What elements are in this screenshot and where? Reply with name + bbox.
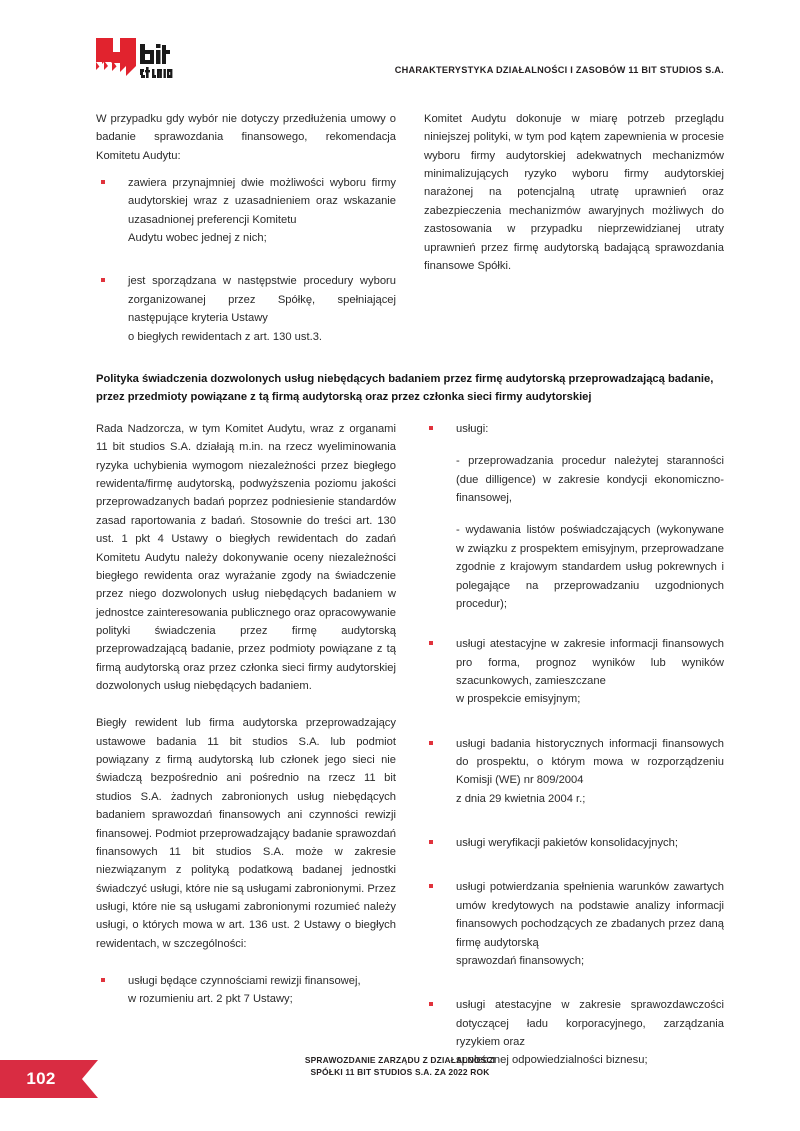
top-left-bullet-list	[96, 174, 396, 346]
list-item	[96, 972, 396, 1009]
list-item	[96, 174, 396, 247]
bullet-list	[424, 420, 724, 1070]
bullet-square-icon	[429, 641, 433, 645]
list-item	[96, 272, 396, 345]
list-item	[424, 735, 724, 808]
list-item-text: usługi będące czynnościami rewizji finansowej,	[128, 975, 361, 988]
page-number-tab	[0, 1060, 82, 1098]
list-item-text-tail: Audytu wobec jednej z nich;	[128, 232, 267, 245]
list-item-text: usługi potwierdzania spełnienia warunków zawartych umów kredytowych na podstawie analizy informacji finansowych pochodzących ze zbadanych przez daną firmę audytorską	[456, 881, 724, 949]
sub-list-item: - przeprowadzania procedur należytej staranności (due dilligence) w zakresie kondycji ekonomiczno- finansowej,	[456, 455, 724, 505]
list-item-text: usługi atestacyjne w zakresie sprawozdawczości dotyczącej ładu korporacyjnego, zarządzania ryzykiem oraz	[456, 999, 724, 1048]
top-right-column	[424, 110, 724, 275]
bullet-square-icon	[101, 978, 105, 982]
intro-paragraph-right: Komitet Audytu dokonuje w miarę potrzeb przeglądu niniejszej polityki, w tym pod kątem zapewnienia w procesie wyboru firmy audytorskiej adekwatnych mechanizmów minimalizujących ryzyko wyboru firmy audytorskiej narażonej na potencjalną utratę uprawnień oraz zabezpieczenia mechanizmów awaryjnych możliwych do zastosowania w przypadku nieprzewidzianej utraty uprawnień przez firmę audytorską badającą sprawozdania finansowe Spółki.	[424, 113, 724, 272]
list-item-text-tail: w prospekcie emisyjnym;	[456, 693, 581, 706]
list-item-text-tail: sprawozdań finansowych;	[456, 954, 585, 967]
bullet-square-icon	[101, 180, 105, 184]
list-item-text: jest sporządzana w następstwie procedury wyboru zorganizowanej przez Spółkę, spełniającej następujące kryteria Ustawy	[128, 275, 396, 325]
page-number: 102	[26, 1069, 56, 1088]
top-left-column	[96, 110, 396, 178]
main-right-column	[424, 420, 724, 1070]
bullet-square-icon	[429, 840, 433, 844]
list-item-text-tail: o biegłych rewidentach z art. 130 ust.3.	[128, 330, 323, 343]
footer-line-2: SPÓŁKI 11 BIT STUDIOS S.A. ZA 2022 ROK	[310, 1067, 490, 1078]
list-item	[424, 834, 724, 852]
bullet-square-icon	[101, 278, 105, 282]
bullet-list	[96, 174, 396, 346]
list-item	[424, 420, 724, 613]
bullet-list	[96, 972, 396, 1009]
list-item-text: zawiera przynajmniej dwie możliwości wyboru firmy audytorskiej wraz z uzasadnieniem oraz wskazanie uzasadnionej preferencji Komitetu	[128, 177, 396, 226]
footer-line-1: SPRAWOZDANIE ZARZĄDU Z DZIAŁALNOŚCI	[304, 1055, 496, 1065]
list-item-text-tail: usługi weryfikacji pakietów konsolidacyjnych;	[456, 837, 678, 850]
list-item-text: usługi atestacyjne w zakresie informacji finansowych pro forma, prognoz wyników lub wyników szacunkowych, zamieszczane	[456, 638, 724, 687]
list-item-text: usługi badania historycznych informacji finansowych do prospektu, o którym mowa w rozporządzeniu Komisji (WE) nr 809/2004	[456, 737, 724, 787]
main-paragraph-2: Biegły rewident lub firma audytorska przeprowadzający ustawowe badania 11 bit studios S.A. lub podmiot powiązany z firmą audytorską lub członek jego sieci nie świadczą bezpośrednio ani pośrednio na rzecz 11 bit studios S.A. żadnych zabronionych usług niebędących badaniem sprawozdań finansowych ani czynności rewizji finansowej. Podmiot przeprowadzający badanie sprawozdań finansowych 11 bit studios S.A. może w zakresie niezwiązanym z polityką podatkową badanej jednostki świadczyć usługi, które nie są usługami zabronionymi. Przez usługi, które nie są usługami zabronionymi rozumieć należy usługi, o których mowa w art. 136 ust. 2 Ustawy o biegłych rewidentach, w szczególności:	[96, 717, 396, 950]
page-header	[0, 38, 800, 88]
list-item-text-tail: z dnia 29 kwietnia 2004 r.;	[456, 792, 586, 805]
section-heading: Polityka świadczenia dozwolonych usług niebędących badaniem przez firmę audytorską przeprowadzającą badanie, przez przedmioty powiązane z tą firmą audytorską oraz przez członka sieci firmy audytorskiej	[96, 373, 714, 404]
list-item	[424, 878, 724, 970]
list-item-text: usługi:	[456, 423, 489, 435]
bullet-square-icon	[429, 741, 433, 745]
main-paragraph-1: Rada Nadzorcza, w tym Komitet Audytu, wraz z organami 11 bit studios S.A. działają m.in. na rzecz wyeliminowania ryzyka uchybienia wymogom niezależności przez biegłego rewidenta/firmę audytorską, podwyższenia poziomu jakości przeprowadzanych badań poprzez podniesienie standardów zasad raportowania z badań. Stosownie do treści art. 130 ust. 1 pkt 4 Ustawy o biegłych rewidentach do zadań Komitetu Audytu należy dokonywanie oceny niezależności biegłego rewidenta oraz wyrażanie zgody na świadczenie przez niego dozwolonych usług niebędących badaniem w jednostce zainteresowania publicznego oraz opracowywanie polityki świadczenia przez firmę audytorską przeprowadzającą badanie, przez podmioty powiązane z tą firmą audytorską oraz przez członka sieci firmy audytorskiej dozwolonych usług niebędących badaniem.	[96, 423, 396, 693]
list-item	[424, 635, 724, 708]
company-logo-icon	[96, 38, 174, 82]
bullet-square-icon	[429, 1002, 433, 1006]
bullet-square-icon	[429, 426, 433, 430]
intro-paragraph-left: W przypadku gdy wybór nie dotyczy przedłużenia umowy o badanie sprawozdania finansowego, rekomendacja Komitetu Audytu:	[96, 113, 396, 162]
main-left-column	[96, 420, 396, 1009]
list-item-text-tail: społecznej odpowiedzialności biznesu;	[456, 1054, 648, 1067]
footer-text	[200, 1054, 600, 1078]
bullet-square-icon	[429, 884, 433, 888]
header-title: CHARAKTERYSTYKA DZIAŁALNOŚCI I ZASOBÓW 11 BIT STUDIOS S.A.	[394, 65, 724, 75]
sub-list-item: - wydawania listów poświadczających (wykonywane w związku z prospektem emisyjnym, przeprowadzane zgodnie z krajowym standardem usług pokrewnych i polegające na przeprowadzaniu uzgodnionych procedur);	[456, 524, 724, 610]
list-item-text-tail: w rozumieniu art. 2 pkt 7 Ustawy;	[128, 993, 293, 1006]
